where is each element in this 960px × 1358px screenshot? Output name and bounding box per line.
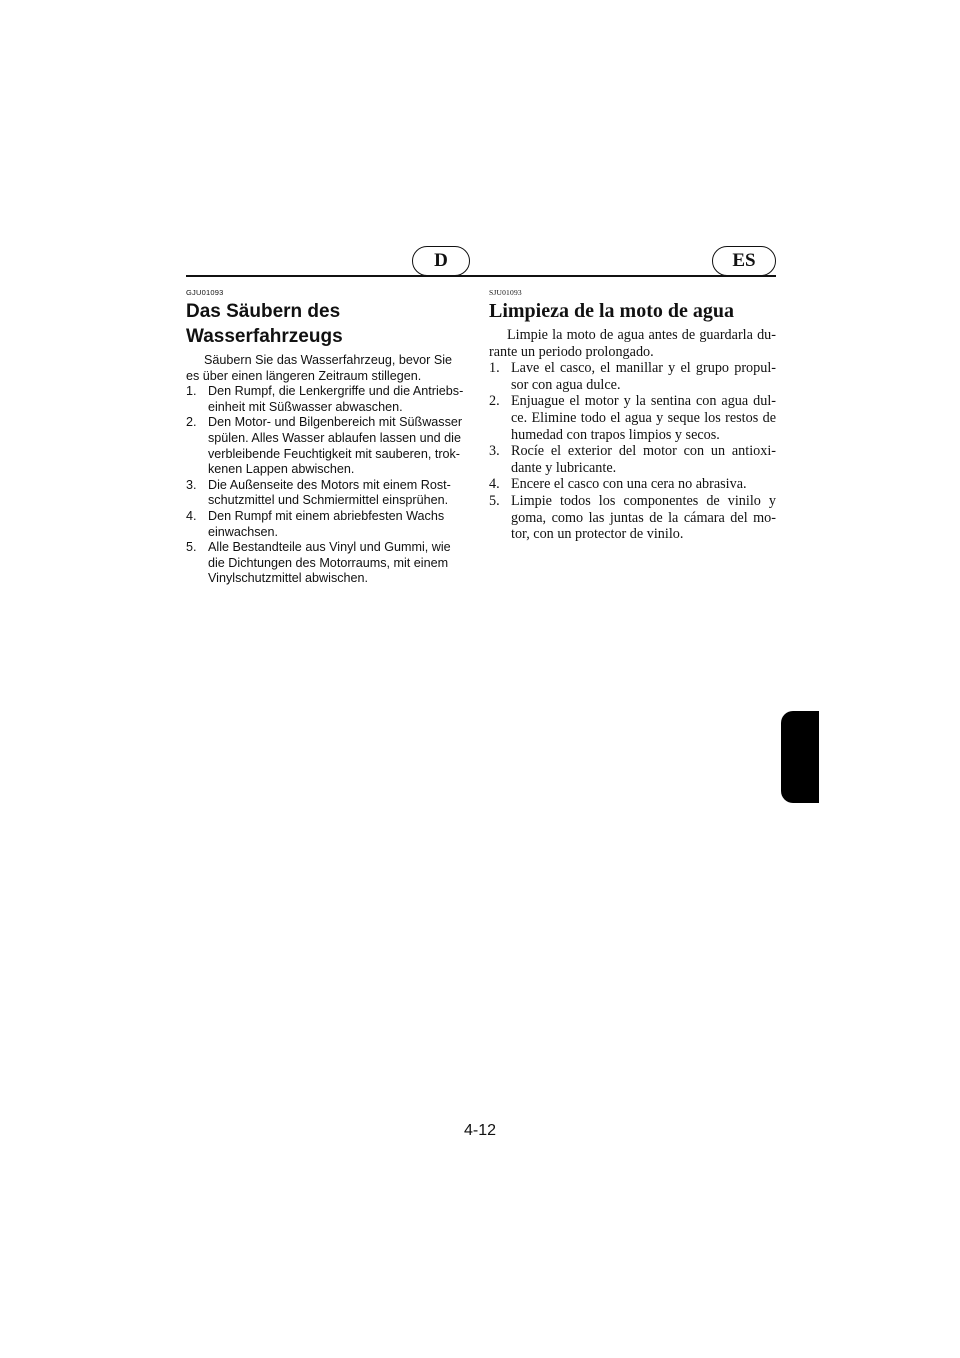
section-code: GJU01093 <box>186 288 224 297</box>
step-number: 2. <box>489 393 500 410</box>
step-text: Die Außenseite des Motors mit einem Rost-schutzmittel und Schmiermittel einsprühen. <box>208 477 451 508</box>
step-text: Lave el casco, el manillar y el grupo propul-sor con agua dulce. <box>511 360 776 393</box>
step-number: 5. <box>186 540 197 555</box>
step-number: 4. <box>186 508 197 523</box>
steps-list <box>186 384 466 587</box>
language-tag-es: ES <box>712 246 776 276</box>
chapter-tab <box>781 711 819 803</box>
list-item <box>489 443 776 476</box>
list-item <box>489 493 776 543</box>
step-number: 5. <box>489 492 500 509</box>
step-number: 3. <box>186 477 197 492</box>
list-item <box>186 509 466 540</box>
step-number: 3. <box>489 443 500 460</box>
intro-paragraph: Limpie la moto de agua antes de guardarla du-rante un periodo prolongado. <box>489 327 776 360</box>
header-rule <box>186 275 776 277</box>
step-text: Rocíe el exterior del motor con un antioxi-dante y lubricante. <box>511 443 776 476</box>
step-number: 1. <box>186 384 197 399</box>
step-text: Den Rumpf, die Lenkergriffe und die Antriebs-einheit mit Süßwasser abwaschen. <box>208 384 464 414</box>
step-text: Den Rumpf mit einem abriebfesten Wachs einwachsen. <box>208 508 445 539</box>
title-line-2: Wasserfahrzeugs <box>186 326 343 347</box>
page-number: 4-12 <box>463 1122 497 1139</box>
list-item <box>186 415 466 477</box>
step-text: Limpie todos los componentes de vinilo y goma, como las juntas de la cámara del mo-tor, con un protector de vinilo. <box>511 492 776 543</box>
title-line-1: Das Säubern des <box>186 301 341 322</box>
step-text: Den Motor- und Bilgenbereich mit Süßwasser spülen. Alles Wasser ablaufen lassen und die verbleibende Feuchtigkeit mit sauberen, trok-kenen Lappen abwischen. <box>208 415 463 477</box>
intro-paragraph: Säubern Sie das Wasserfahrzeug, bevor Sie es über einen längeren Zeitraum stillegen. <box>186 353 453 383</box>
section-title: Limpieza de la moto de agua <box>489 300 734 322</box>
list-item <box>489 360 776 393</box>
steps-list <box>489 360 776 543</box>
spanish-column <box>489 288 776 543</box>
step-text: Enjuague el motor y la sentina con agua dul-ce. Elimine todo el agua y seque los restos de humedad con trapos limpios y secos. <box>511 393 776 443</box>
list-item <box>186 478 466 509</box>
section-title <box>186 299 466 349</box>
list-item <box>489 476 776 493</box>
step-text: Encere el casco con una cera no abrasiva. <box>511 476 747 493</box>
list-item <box>489 393 776 443</box>
step-text: Alle Bestandteile aus Vinyl und Gummi, wie die Dichtungen des Motorraums, mit einem Vinylschutzmittel abwischen. <box>208 540 451 586</box>
step-number: 1. <box>489 360 500 377</box>
section-code: SJU01093 <box>489 288 522 297</box>
language-tag-d: D <box>412 246 470 276</box>
step-number: 2. <box>186 415 197 430</box>
list-item <box>186 540 466 587</box>
list-item <box>186 384 466 415</box>
step-number: 4. <box>489 476 500 493</box>
german-column <box>186 288 466 587</box>
